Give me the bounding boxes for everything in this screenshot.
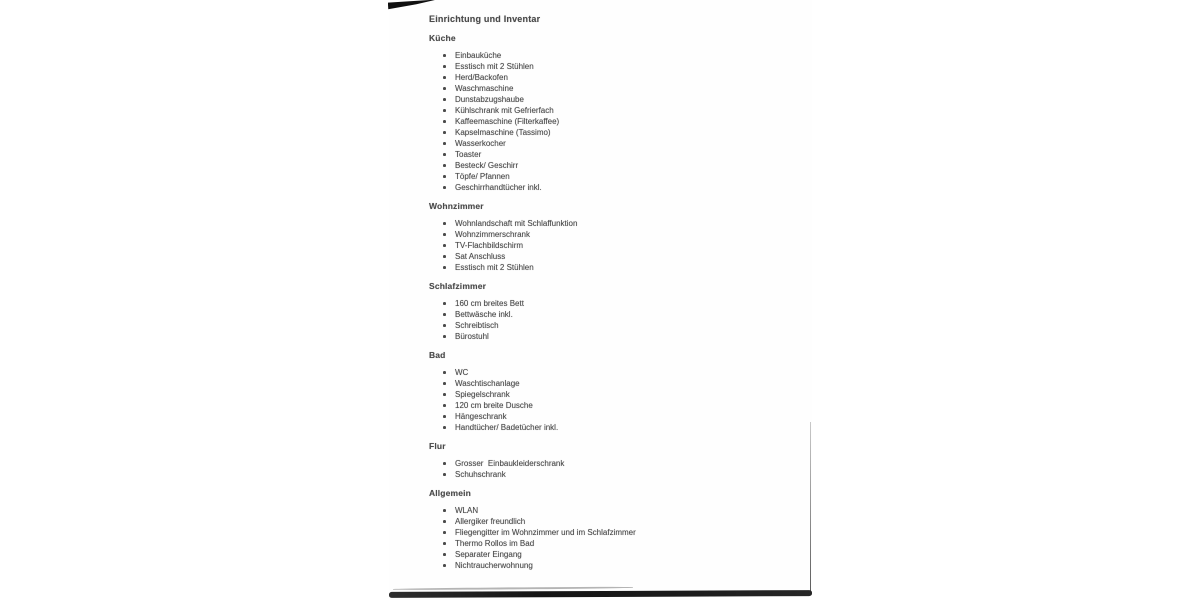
list-item-text: Nichtraucherwohnung (455, 561, 533, 570)
list-item-text: Schreibtisch (455, 321, 499, 330)
bullet-icon (443, 564, 446, 567)
list-item (429, 560, 789, 571)
bullet-icon (443, 98, 446, 101)
list-item (429, 160, 789, 171)
bullet-icon (443, 415, 446, 418)
list-item (429, 229, 789, 240)
list-item (429, 218, 789, 229)
bullet-icon (443, 87, 446, 90)
inventory-section (429, 33, 789, 193)
bullet-icon (443, 54, 446, 57)
list-item (429, 422, 789, 433)
list-item (429, 251, 789, 262)
list-item (429, 298, 789, 309)
list-item (429, 367, 789, 378)
list-item (429, 527, 789, 538)
list-item-text: Wohnlandschaft mit Schlaffunktion (455, 219, 578, 228)
inventory-section (429, 201, 789, 273)
scan-page-edge-line (810, 422, 811, 592)
list-item (429, 149, 789, 160)
bullet-icon (443, 65, 446, 68)
list-item-text: Schuhschrank (455, 470, 506, 479)
list-item-text: Hängeschrank (455, 412, 507, 421)
list-item-text: Handtücher/ Badetücher inkl. (455, 423, 559, 432)
list-item-text: Wohnzimmerschrank (455, 230, 530, 239)
section-heading: Schlafzimmer (429, 281, 487, 291)
bullet-icon (443, 266, 446, 269)
bullet-icon (443, 531, 446, 534)
list-item (429, 516, 789, 527)
bullet-icon (443, 324, 446, 327)
list-item-text: Herd/Backofen (455, 73, 508, 82)
inventory-list (429, 458, 789, 480)
list-item-text: Spiegelschrank (455, 390, 510, 399)
bullet-icon (443, 233, 446, 236)
bullet-icon (443, 462, 446, 465)
bullet-icon (443, 131, 446, 134)
list-item-text: WC (455, 368, 469, 377)
inventory-section (429, 350, 789, 433)
list-item (429, 458, 789, 469)
list-item-text: 120 cm breite Dusche (455, 401, 533, 410)
bullet-icon (443, 120, 446, 123)
section-heading: Flur (429, 441, 446, 451)
inventory-section (429, 488, 789, 571)
section-heading: Bad (429, 350, 446, 360)
list-item (429, 262, 789, 273)
bullet-icon (443, 186, 446, 189)
list-item-text: Grosser Einbaukleiderschrank (455, 459, 565, 468)
bullet-icon (443, 153, 446, 156)
list-item-text: Allergiker freundlich (455, 517, 526, 526)
list-item (429, 469, 789, 480)
list-item (429, 389, 789, 400)
bullet-icon (443, 393, 446, 396)
bullet-icon (443, 371, 446, 374)
list-item (429, 94, 789, 105)
list-item-text: Einbauküche (455, 51, 502, 60)
list-item-text: Bürostuhl (455, 332, 489, 341)
list-item-text: Toaster (455, 150, 482, 159)
bullet-icon (443, 473, 446, 476)
list-item (429, 320, 789, 331)
list-item-text: Bettwäsche inkl. (455, 310, 513, 319)
list-item-text: Thermo Rollos im Bad (455, 539, 535, 548)
scan-bottom-edge-artifact (389, 590, 812, 597)
document-page (389, 0, 812, 600)
list-item (429, 138, 789, 149)
inventory-list (429, 218, 789, 273)
list-item (429, 309, 789, 320)
bullet-icon (443, 426, 446, 429)
inventory-list (429, 367, 789, 433)
bullet-icon (443, 255, 446, 258)
list-item (429, 72, 789, 83)
list-item-text: Esstisch mit 2 Stühlen (455, 62, 534, 71)
inventory-list (429, 505, 789, 571)
page-title: Einrichtung und Inventar (429, 14, 541, 24)
bullet-icon (443, 142, 446, 145)
bullet-icon (443, 302, 446, 305)
list-item (429, 411, 789, 422)
list-item (429, 127, 789, 138)
list-item-text: Geschirrhandtücher inkl. (455, 183, 542, 192)
bullet-icon (443, 313, 446, 316)
bullet-icon (443, 382, 446, 385)
list-item (429, 83, 789, 94)
inventory-section (429, 281, 789, 342)
list-item-text: Esstisch mit 2 Stühlen (455, 263, 534, 272)
list-item (429, 538, 789, 549)
list-item (429, 400, 789, 411)
list-item-text: Separater Eingang (455, 550, 522, 559)
inventory-list (429, 298, 789, 342)
list-item (429, 549, 789, 560)
bullet-icon (443, 222, 446, 225)
list-item-text: Sat Anschluss (455, 252, 506, 261)
list-item-text: Fliegengitter im Wohnzimmer und im Schlafzimmer (455, 528, 636, 537)
inventory-section (429, 441, 789, 480)
list-item-text: WLAN (455, 506, 479, 515)
list-item-text: Dunstabzugshaube (455, 95, 524, 104)
bullet-icon (443, 553, 446, 556)
document-content (429, 0, 789, 571)
section-heading: Allgemein (429, 488, 471, 498)
bullet-icon (443, 109, 446, 112)
section-heading: Küche (429, 33, 456, 43)
list-item-text: Wasserkocher (455, 139, 506, 148)
list-item (429, 50, 789, 61)
bullet-icon (443, 509, 446, 512)
list-item (429, 105, 789, 116)
list-item-text: TV-Flachbildschirm (455, 241, 524, 250)
list-item (429, 378, 789, 389)
list-item (429, 331, 789, 342)
list-item-text: 160 cm breites Bett (455, 299, 524, 308)
bullet-icon (443, 520, 446, 523)
bullet-icon (443, 164, 446, 167)
list-item (429, 116, 789, 127)
list-item (429, 505, 789, 516)
list-item-text: Waschtischanlage (455, 379, 520, 388)
bullet-icon (443, 542, 446, 545)
list-item-text: Waschmaschine (455, 84, 514, 93)
list-item (429, 61, 789, 72)
bullet-icon (443, 244, 446, 247)
list-item (429, 182, 789, 193)
bullet-icon (443, 335, 446, 338)
list-item-text: Kaffeemaschine (Filterkaffee) (455, 117, 560, 126)
list-item-text: Besteck/ Geschirr (455, 161, 519, 170)
section-heading: Wohnzimmer (429, 201, 484, 211)
bullet-icon (443, 175, 446, 178)
list-item-text: Kapselmaschine (Tassimo) (455, 128, 551, 137)
list-item-text: Töpfe/ Pfannen (455, 172, 510, 181)
list-item (429, 171, 789, 182)
bullet-icon (443, 404, 446, 407)
list-item (429, 240, 789, 251)
bullet-icon (443, 76, 446, 79)
list-item-text: Kühlschrank mit Gefrierfach (455, 106, 554, 115)
inventory-list (429, 50, 789, 193)
